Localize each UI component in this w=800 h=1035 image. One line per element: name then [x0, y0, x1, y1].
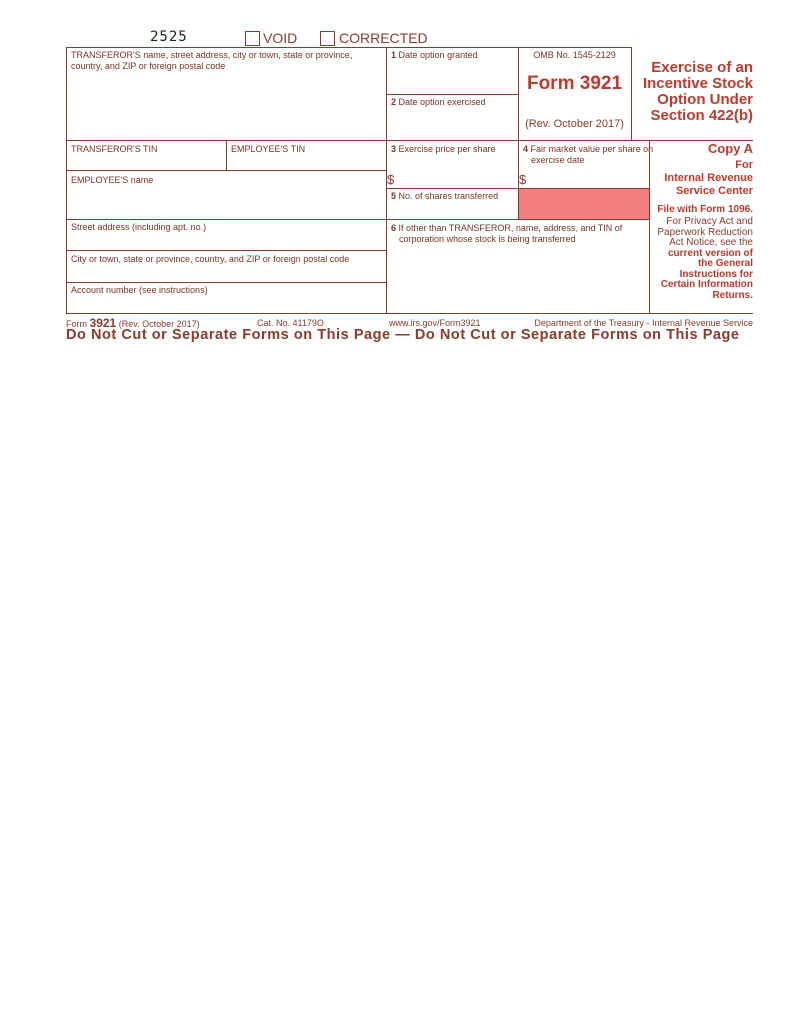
box6-label: 6 If other than TRANSFEROR, name, address, and TIN of corporation whose stock is being transferred: [391, 223, 623, 244]
fair-market-value-field[interactable]: [529, 172, 648, 187]
shares-transferred-field[interactable]: [387, 203, 517, 218]
form-code: 2525: [150, 29, 188, 45]
corrected-label: CORRECTED: [339, 30, 428, 46]
irs-url[interactable]: www.irs.gov/Form3921: [389, 318, 481, 328]
void-checkbox[interactable]: [245, 31, 260, 46]
street-field[interactable]: [67, 234, 385, 249]
copy-irs: Internal Revenue Service Center: [664, 172, 753, 197]
street-label: Street address (including apt. no.): [71, 222, 207, 232]
transferor-name-field[interactable]: [67, 72, 385, 139]
city-field[interactable]: [67, 266, 385, 281]
box1-label: 1 Date option granted: [391, 50, 478, 60]
transferor-tin-field[interactable]: [67, 155, 225, 169]
box2-label: 2 Date option exercised: [391, 97, 486, 107]
catalog-number: Cat. No. 41179O: [257, 318, 324, 328]
date-granted-field[interactable]: [387, 62, 517, 93]
employee-tin-label: EMPLOYEE'S TIN: [231, 144, 306, 154]
box3-dollar: $: [387, 172, 395, 187]
exercise-price-field[interactable]: [397, 172, 517, 187]
form-title: Exercise of an Incentive Stock Option Under Section 422(b): [642, 59, 753, 124]
footer-form: Form 3921 (Rev. October 2017): [66, 316, 200, 330]
department: Department of the Treasury - Internal Revenue Service: [534, 318, 753, 328]
do-not-cut-warning: Do Not Cut or Separate Forms on This Page — Do Not Cut or Separate Forms on This Page: [66, 327, 740, 343]
void-label: VOID: [263, 30, 298, 46]
box4-dollar: $: [519, 172, 527, 187]
city-label: City or town, state or province, country, and ZIP or foreign postal code: [71, 254, 350, 264]
omb-number: OMB No. 1545-2129: [533, 50, 616, 60]
copy-for: For: [735, 159, 753, 171]
box5-label: 5 No. of shares transferred: [391, 191, 499, 201]
form-revision: (Rev. October 2017): [525, 118, 624, 130]
account-field[interactable]: [67, 297, 385, 312]
privacy-notice: For Privacy Act and Paperwork Reduction Act Notice, see the current version of the General Instructions for Certain Information Returns.: [657, 216, 753, 301]
date-exercised-field[interactable]: [387, 109, 517, 139]
box-shaded: [519, 189, 649, 219]
employee-name-field[interactable]: [67, 187, 385, 218]
corrected-checkbox[interactable]: [320, 31, 335, 46]
box4-label: 4 Fair market value per share on exercise date: [523, 144, 654, 165]
transferor-name-label: TRANSFEROR'S name, street address, city or town, state or province, country, and ZIP or foreign postal code: [71, 50, 353, 71]
corporation-info-field[interactable]: [387, 246, 648, 312]
copy-a-label: Copy A: [707, 141, 753, 156]
transferor-tin-label: TRANSFEROR'S TIN: [71, 144, 158, 154]
file-with: File with Form 1096.: [657, 204, 753, 215]
employee-name-label: EMPLOYEE'S name: [71, 175, 154, 185]
employee-tin-field[interactable]: [227, 155, 385, 169]
account-label: Account number (see instructions): [71, 285, 208, 295]
box3-label: 3 Exercise price per share: [391, 144, 496, 154]
form-number: Form 3921: [526, 73, 623, 94]
